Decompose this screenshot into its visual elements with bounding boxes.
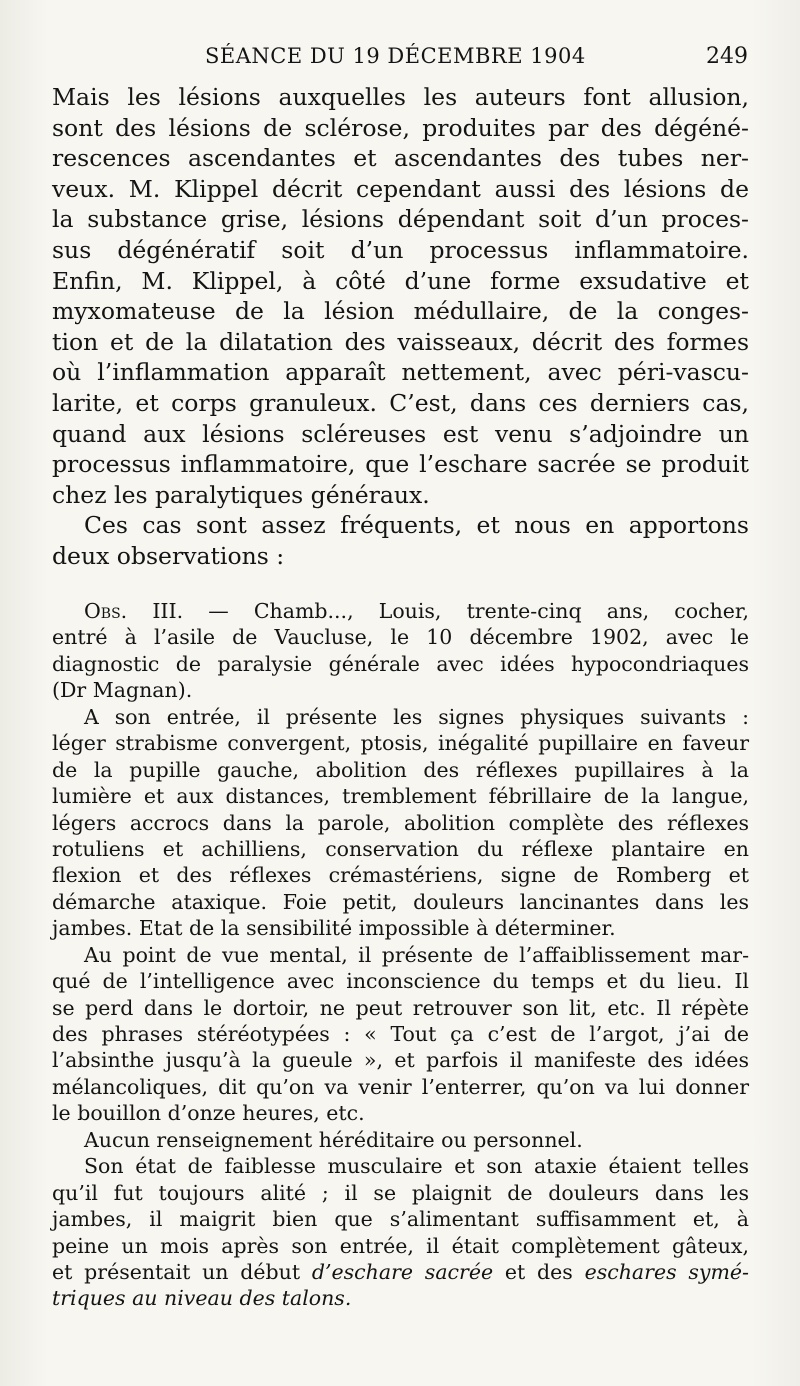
- text-run: et des: [493, 1259, 585, 1284]
- text-line: légers accrocs dans la parole, abolition complète des réflexes: [52, 810, 749, 835]
- text-line: Enfin, M. Klippel, à côté d’une forme exsudative et: [52, 266, 749, 295]
- text-line: larite, et corps granuleux. C’est, dans ces derniers cas,: [52, 388, 749, 417]
- text-line: des phrases stéréotypées : « Tout ça c’est de l’argot, j’ai de: [52, 1022, 749, 1046]
- intro-paragraphs: [52, 82, 749, 572]
- italic-run: eschares symé-: [584, 1259, 749, 1284]
- text-line: qu’il fut toujours alité ; il se plaignit de douleurs dans les: [52, 1180, 749, 1205]
- text-line: flexion et des réflexes crémastériens, signe de Romberg et: [52, 863, 749, 888]
- text-line: diagnostic de paralysie générale avec idées hypocondriaques: [52, 651, 749, 676]
- text-line: chez les paralytiques généraux.: [52, 480, 430, 509]
- text-line: Mais les lésions auxquelles les auteurs font allusion,: [52, 83, 749, 111]
- obs-first-line-text: — Chamb..., Louis, trente-cinq ans, cocher,: [183, 599, 749, 623]
- text-line: myxomateuse de la lésion médullaire, de la conges-: [52, 297, 749, 326]
- text-line: Son état de faiblesse musculaire et son ataxie étaient telles: [84, 1154, 749, 1179]
- text-run: et présentait un début: [52, 1259, 312, 1284]
- text-line: veux. M. Klippel décrit cependant aussi des lésions de: [52, 174, 749, 203]
- obs-first-line: [52, 598, 749, 624]
- text-line: rotuliens et achilliens, conservation du réflexe plantaire en: [52, 836, 749, 861]
- text-line: le bouillon d’onze heures, etc.: [52, 1101, 365, 1126]
- text-line: triques au niveau des talons.: [52, 1286, 352, 1311]
- italic-run: d’eschare sacrée: [311, 1259, 494, 1284]
- text-line: sont des lésions de sclérose, produites par des dégéné-: [52, 113, 749, 142]
- text-line: léger strabisme convergent, ptosis, inégalité pupillaire en faveur: [52, 731, 749, 756]
- text-line: qué de l’intelligence avec inconscience du temps et du lieu. Il: [52, 969, 749, 994]
- text-line: de la pupille gauche, abolition des réflexes pupillaires à la: [52, 757, 749, 782]
- text-line: rescences ascendantes et ascendantes des tubes ner-: [52, 144, 749, 173]
- text-line: sus dégénératif soit d’un processus inflammatoire.: [52, 235, 749, 264]
- text-line: se perd dans le dortoir, ne peut retrouver son lit, etc. Il répète: [52, 995, 749, 1020]
- text-line-mixed: [52, 1259, 749, 1285]
- running-head: SÉANCE DU 19 DÉCEMBRE 1904: [205, 44, 586, 68]
- text-line: A son entrée, il présente les signes physiques suivants :: [84, 704, 749, 729]
- text-line: quand aux lésions scléreuses est venu s’adjoindre un: [52, 419, 749, 448]
- text-line: mélancoliques, dit qu’on va venir l’enterrer, qu’on va lui donner: [52, 1074, 749, 1099]
- text-line: entré à l’asile de Vaucluse, le 10 décembre 1902, avec le: [52, 625, 749, 650]
- page-header: [205, 44, 748, 70]
- text-line: jambes, il maigrit bien que s’alimentant suffisamment et, à: [52, 1207, 749, 1232]
- text-line: jambes. Etat de la sensibilité impossible à déterminer.: [52, 916, 616, 941]
- text-line: Au point de vue mental, il présente de l’affaiblissement mar-: [84, 942, 749, 967]
- text-line: Ces cas sont assez fréquents, et nous en apportons: [84, 511, 749, 540]
- text-line: peine un mois après son entrée, il était complètement gâteux,: [52, 1233, 749, 1258]
- text-line: deux observations :: [52, 541, 285, 570]
- text-line: tion et de la dilatation des vaisseaux, décrit des formes: [52, 327, 749, 356]
- page-number: 249: [706, 44, 748, 69]
- text-line: Aucun renseignement héréditaire ou personnel.: [84, 1127, 583, 1152]
- obs-label: Obs. III.: [84, 599, 184, 623]
- text-line: (Dr Magnan).: [52, 678, 193, 703]
- text-line: lumière et aux distances, tremblement fébrillaire de la langue,: [52, 784, 749, 809]
- text-line: démarche ataxique. Foie petit, douleurs lancinantes dans les: [52, 889, 749, 914]
- text-line: la substance grise, lésions dépendant soit d’un proces-: [52, 205, 749, 234]
- text-line: processus inflammatoire, que l’eschare sacrée se produit: [52, 450, 749, 479]
- text-line: où l’inflammation apparaît nettement, avec péri-vascu-: [52, 358, 749, 387]
- observation-iii: [52, 598, 749, 1312]
- text-line: l’absinthe jusqu’à la gueule », et parfois il manifeste des idées: [52, 1048, 749, 1073]
